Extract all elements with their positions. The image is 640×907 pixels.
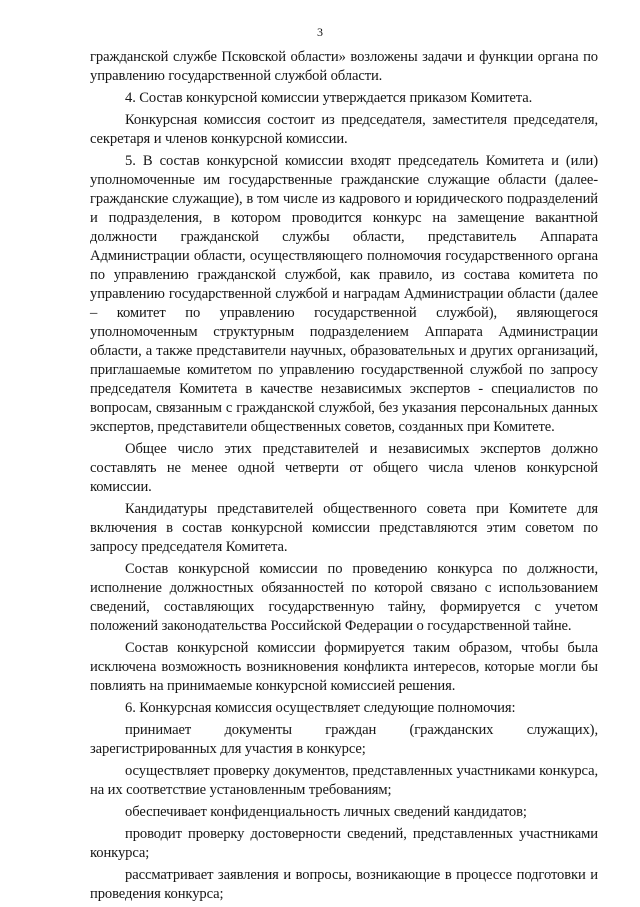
paragraph-item-4: 4. Состав конкурсной комиссии утверждается приказом Комитета. (125, 90, 533, 106)
paragraph-state-secret: Состав конкурсной комиссии по проведению конкурса по должности, исполнение должностных обязанностей по которой связано с использованием сведений, составляющих государственную тайну, формируется с учетом положений законодательства Российской Федерации о государственной тайне. (90, 561, 598, 634)
list-item-accepts-documents: принимает документы граждан (гражданских служащих), зарегистрированных для участия в конкурсе; (90, 722, 598, 757)
list-item-verifies-reliability: проводит проверку достоверности сведений, представленных участниками конкурса; (90, 826, 598, 861)
paragraph-experts-share: Общее число этих представителей и независимых экспертов должно составлять не менее одной четверти от общего числа членов конкурсной комиссии. (90, 441, 598, 495)
paragraph-item-6: 6. Конкурсная комиссия осуществляет следующие полномочия: (125, 700, 516, 716)
document-body (90, 48, 598, 907)
list-item-considers-applications: рассматривает заявления и вопросы, возникающие в процессе подготовки и проведения конкурса; (90, 867, 598, 902)
paragraph-conflict-of-interest: Состав конкурсной комиссии формируется таким образом, чтобы была исключена возможность возникновения конфликта интересов, которые могли бы повлиять на принимаемые конкурсной комиссией решения. (90, 640, 598, 694)
paragraph-continuation: гражданской службе Псковской области» возложены задачи и функции органа по управлению государственной службой области. (90, 49, 598, 84)
paragraph-commission-composition: Конкурсная комиссия состоит из председателя, заместителя председателя, секретаря и членов конкурсной комиссии. (90, 112, 598, 147)
list-item-verifies-documents: осуществляет проверку документов, представленных участниками конкурса, на их соответствие установленным требованиям; (90, 763, 598, 798)
paragraph-public-council: Кандидатуры представителей общественного совета при Комитете для включения в состав конкурсной комиссии представляются этим советом по запросу председателя Комитета. (90, 501, 598, 555)
page-number: 3 (317, 25, 323, 39)
paragraph-item-5: 5. В состав конкурсной комиссии входят председатель Комитета и (или) уполномоченные им государственные гражданские служащие области (далее- гражданские служащие), в том числе из кадрового и юридического подразделений и подразделения, в котором проводится конкурс на замещение вакантной должности гражданской службы области, представитель Аппарата Администрации области, осуществляющего полномочия государственного органа по управлению гражданской службой, как правило, из состава комитета по управлению государственной службой и наградам Администрации области (далее – комитет по управлению государственной службой), являющегося уполномоченным структурным подразделением Аппарата Администрации области, а также представители научных, образовательных и других организаций, приглашаемые комитетом по управлению государственной службой по запросу председателя Комитета в качестве независимых экспертов - специалистов по вопросам, связанным с гражданской службой, без указания персональных данных экспертов, представители общественных советов, созданных при Комитете. (90, 153, 598, 435)
list-item-confidentiality: обеспечивает конфиденциальность личных сведений кандидатов; (125, 804, 527, 820)
